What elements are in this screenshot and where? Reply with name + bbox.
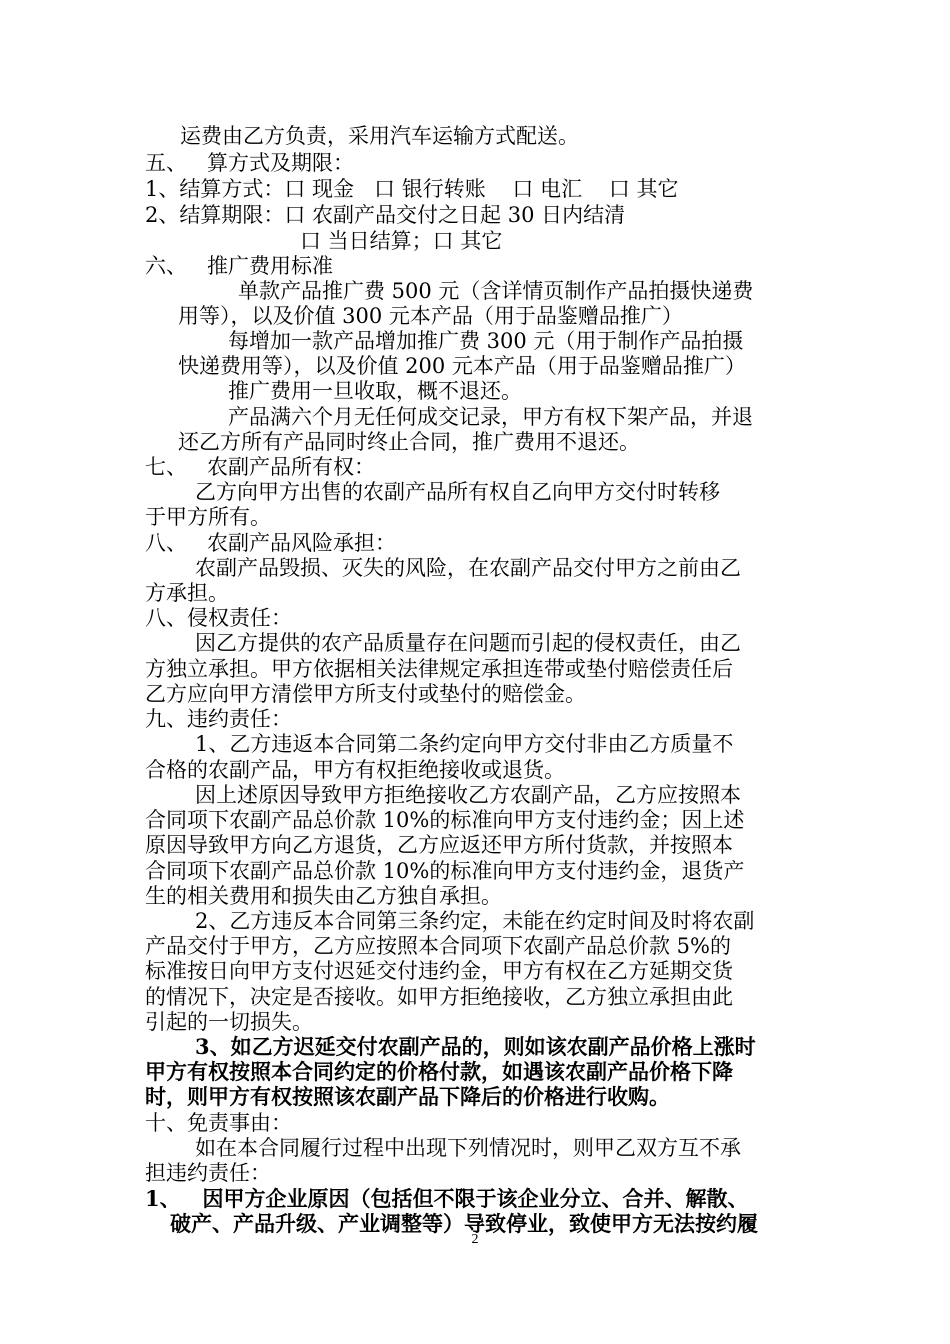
text-line: 标准按日向甲方支付迟延交付违约金，甲方有权在乙方延期交货 [145, 959, 733, 983]
text-line: 原因导致甲方向乙方退货，乙方应返还甲方所付货款，并按照本 [145, 833, 733, 857]
section-heading: 九、违约责任： [145, 707, 292, 731]
text-line: 农副产品毁损、灭失的风险，在农副产品交付甲方之前由乙 [195, 556, 741, 580]
text-line: 生的相关费用和损失由乙方独自承担。 [145, 884, 502, 908]
text-line: 运费由乙方负责，采用汽车运输方式配送。 [180, 124, 579, 148]
bold-text-line: 甲方有权按照本合同约定的价格付款，如遇该农副产品价格下降 [145, 1059, 733, 1084]
text-line: 用等），以及价值 300 元本产品（用于品鉴赠品推广） [178, 304, 683, 328]
text-line: 1、乙方违返本合同第二条约定向甲方交付非由乙方质量不 [195, 732, 734, 756]
section-heading: 十、免责事由： [145, 1111, 292, 1135]
bold-text-line: 时，则甲方有权按照该农副产品下降后的价格进行收购。 [145, 1084, 670, 1109]
text-line: 合格的农副产品，甲方有权拒绝接收或退货。 [145, 758, 565, 782]
text-line: 因上述原因导致甲方拒绝接收乙方农副产品，乙方应按照本 [195, 783, 741, 807]
page-number: 2 [471, 1232, 479, 1247]
text-line: 方承担。 [145, 581, 229, 605]
text-line: 乙方应向甲方清偿甲方所支付或垫付的赔偿金。 [145, 682, 586, 706]
text-line: 1、结算方式：口 现金 口 银行转账 口 电汇 口 其它 [145, 177, 679, 201]
text-line: 的情况下，决定是否接收。如甲方拒绝接收，乙方独立承担由此 [145, 985, 733, 1009]
text-line: 担违约责任： [145, 1161, 271, 1185]
text-line: 每增加一款产品增加推广费 300 元（用于制作产品拍摄 [228, 329, 744, 353]
text-line: 方独立承担。甲方依据相关法律规定承担连带或垫付赔偿责任后 [145, 657, 733, 681]
section-heading: 八、 农副产品风险承担： [145, 531, 397, 555]
text-line: 合同项下农副产品总价款 10%的标准向甲方支付违约金，退货产 [145, 859, 745, 883]
text-line: 合同项下农副产品总价款 10%的标准向甲方支付违约金；因上述 [145, 808, 745, 832]
text-line: 乙方向甲方出售的农副产品所有权自乙向甲方交付时转移 [195, 480, 720, 504]
section-heading: 七、 农副产品所有权： [145, 455, 376, 479]
bold-text-line: 3、如乙方迟延交付农副产品的，则如该农副产品价格上涨时 [195, 1034, 756, 1059]
text-line: 产品满六个月无任何成交记录，甲方有权下架产品，并退 [228, 405, 753, 429]
text-line: 产品交付于甲方，乙方应按照本合同项下农副产品总价款 5%的 [145, 934, 731, 958]
section-heading: 六、 推广费用标准 [145, 254, 334, 278]
bold-text-line: 1、 因甲方企业原因（包括但不限于该企业分立、合并、解散、 [145, 1186, 749, 1211]
text-line: 推广费用一旦收取，概不退还。 [228, 379, 522, 403]
text-line: 快递费用等），以及价值 200 元本产品（用于品鉴赠品推广） [178, 354, 746, 378]
text-line: 单款产品推广费 500 元（含详情页制作产品拍摄快递费 [238, 279, 754, 303]
text-line: 还乙方所有产品同时终止合同，推广费用不退还。 [178, 430, 640, 454]
text-line: 2、结算期限：口 农副产品交付之日起 30 日内结清 [145, 203, 626, 227]
text-line: 口 当日结算；口 其它 [300, 229, 503, 253]
text-line: 引起的一切损失。 [145, 1010, 313, 1034]
bold-text-line: 破产、产品升级、产业调整等）导致停业，致使甲方无法按约履 [170, 1211, 758, 1236]
text-line: 2、乙方违反本合同第三条约定，未能在约定时间及时将农副 [195, 909, 755, 933]
text-line: 于甲方所有。 [145, 505, 271, 529]
section-heading: 八、侵权责任： [145, 606, 292, 630]
text-line: 因乙方提供的农产品质量存在问题而引起的侵权责任，由乙 [195, 631, 741, 655]
text-line: 如在本合同履行过程中出现下列情况时，则甲乙双方互不承 [195, 1136, 741, 1160]
section-heading: 五、 算方式及期限： [145, 151, 355, 175]
